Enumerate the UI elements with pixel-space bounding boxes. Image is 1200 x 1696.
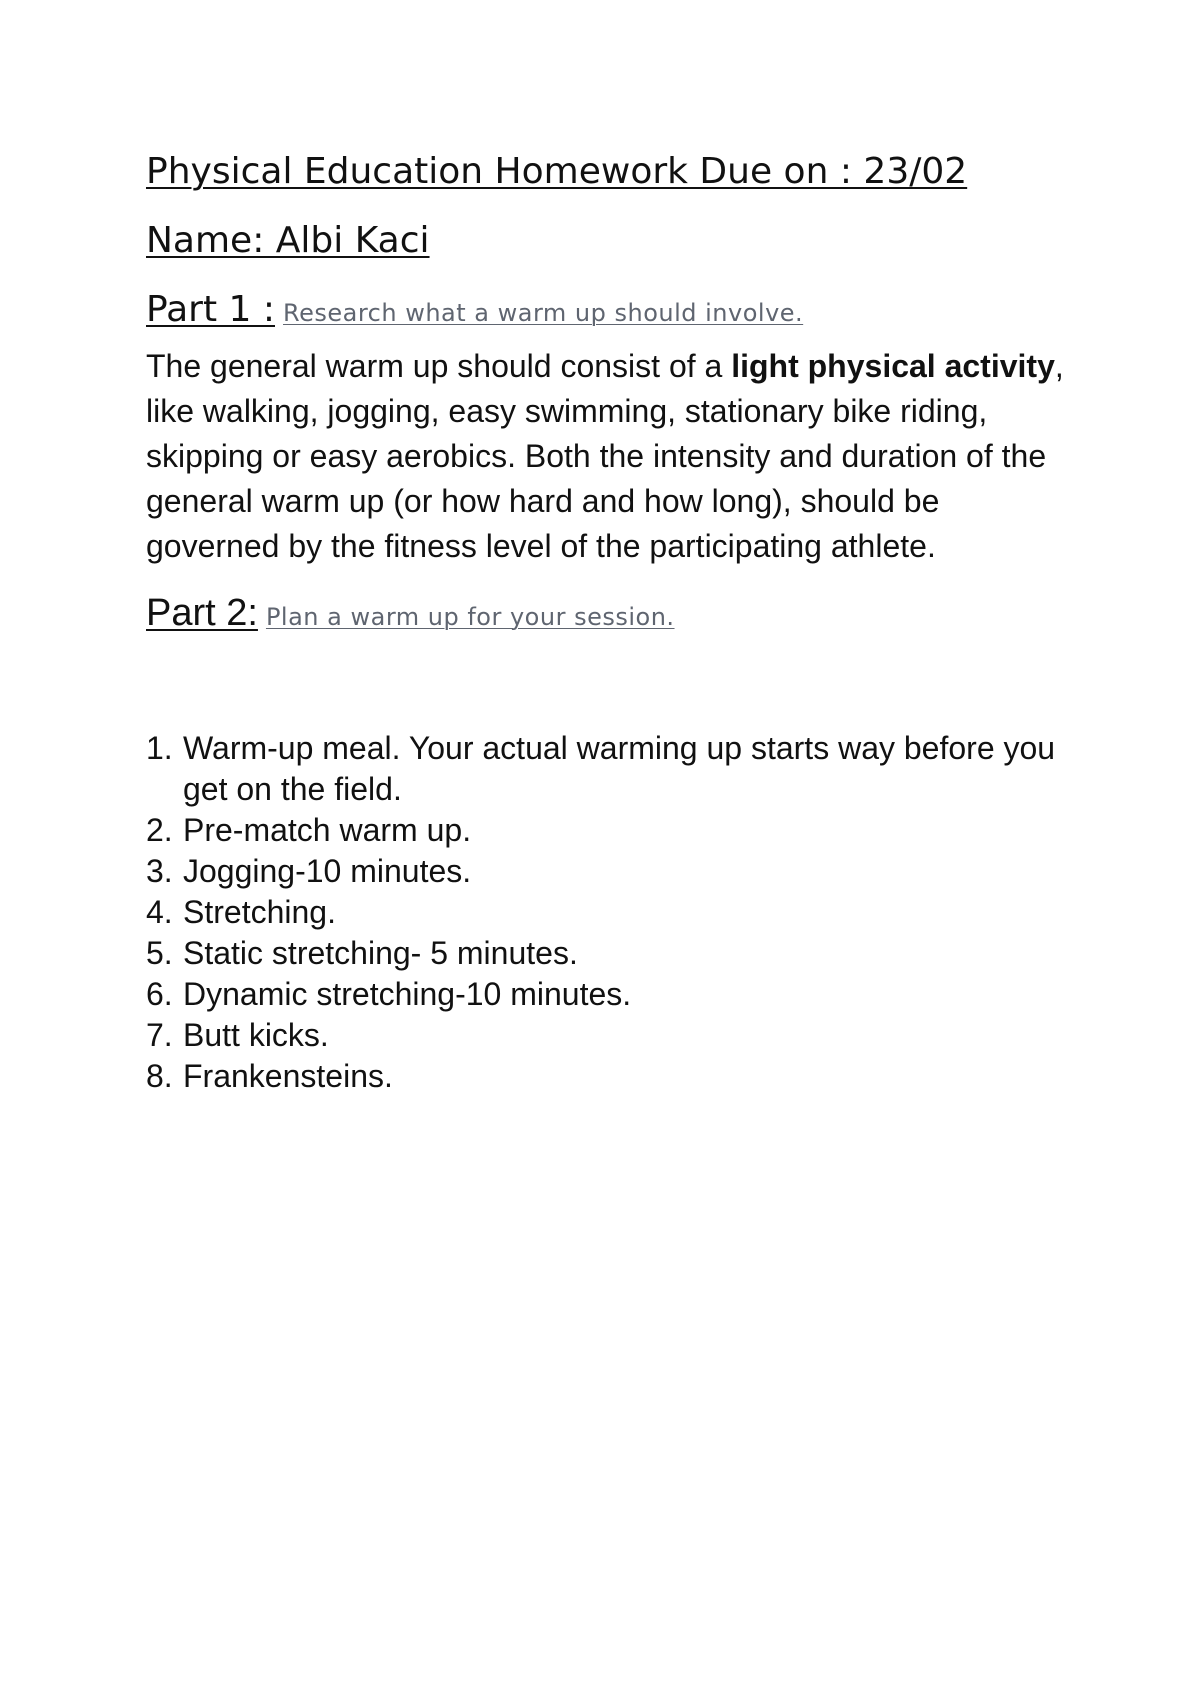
part2-heading bbox=[146, 591, 1066, 637]
list-item bbox=[146, 933, 1066, 974]
list-item-number: 5. bbox=[146, 935, 173, 972]
list-item-number: 4. bbox=[146, 894, 173, 931]
list-item-text: Dynamic stretching-10 minutes. bbox=[183, 976, 632, 1013]
part1-task: Research what a warm up should involve. bbox=[283, 299, 804, 328]
list-item-number: 8. bbox=[146, 1058, 173, 1095]
list-item-text: Pre-match warm up. bbox=[183, 812, 472, 849]
list-item-number: 7. bbox=[146, 1017, 173, 1054]
list-item bbox=[146, 851, 1066, 892]
document-body bbox=[146, 150, 1066, 1097]
list-item-text: Warm-up meal. Your actual warming up starts way before you get on the field. bbox=[183, 730, 1056, 808]
paragraph-bold-text: light physical activity bbox=[731, 347, 1055, 384]
list-item bbox=[146, 892, 1066, 933]
part2-task: Plan a warm up for your session. bbox=[265, 602, 675, 631]
part1-label: Part 1 : bbox=[146, 289, 275, 331]
list-item bbox=[146, 1015, 1066, 1056]
student-name: Name: Albi Kaci bbox=[146, 220, 430, 262]
list-item-number: 6. bbox=[146, 976, 173, 1013]
warmup-steps-list bbox=[146, 728, 1066, 1097]
list-item bbox=[146, 1056, 1066, 1097]
paragraph-text-start: The general warm up should consist of a bbox=[146, 347, 732, 384]
list-item-text: Jogging-10 minutes. bbox=[183, 853, 472, 890]
list-item-number: 1. bbox=[146, 730, 173, 767]
list-item-text: Frankensteins. bbox=[183, 1058, 393, 1095]
paragraph-text-end: , like walking, jogging, easy swimming, stationary bike riding, skipping or easy aerobics. Both the intensity and duration of the general warm up (or how hard and how long), should be governed by the fitness level of the participating athlete. bbox=[146, 347, 1064, 564]
list-item bbox=[146, 974, 1066, 1015]
list-item-text: Static stretching- 5 minutes. bbox=[183, 935, 578, 972]
list-item-text: Stretching. bbox=[183, 894, 336, 931]
part1-paragraph bbox=[146, 344, 1066, 569]
list-item-number: 2. bbox=[146, 812, 173, 849]
list-item-number: 3. bbox=[146, 853, 173, 890]
part1-heading bbox=[146, 288, 1066, 331]
list-item bbox=[146, 728, 1066, 810]
document-title: Physical Education Homework Due on : 23/02 bbox=[146, 151, 968, 192]
list-item bbox=[146, 810, 1066, 851]
list-item-text: Butt kicks. bbox=[183, 1017, 329, 1054]
part2-label: Part 2: bbox=[146, 591, 258, 634]
